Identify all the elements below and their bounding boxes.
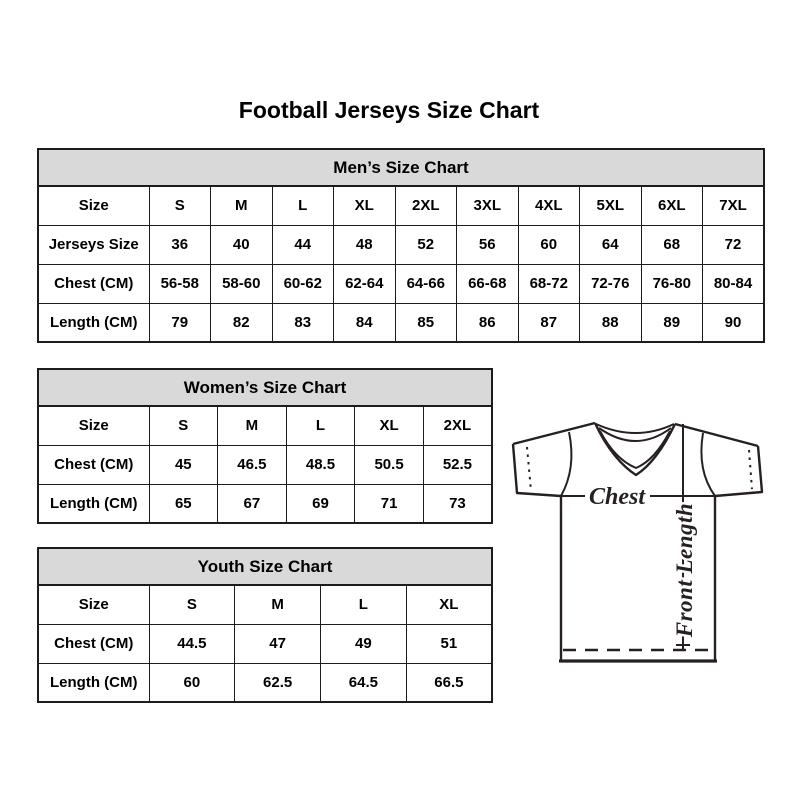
table-row xyxy=(38,406,492,445)
size-value-cell: L xyxy=(286,406,355,445)
row-label: Length (CM) xyxy=(38,484,149,523)
row-label: Size xyxy=(38,585,149,624)
size-value-cell: 46.5 xyxy=(218,445,287,484)
size-value-cell: 72 xyxy=(703,225,765,264)
table-row xyxy=(38,445,492,484)
jersey-outline-drawing xyxy=(513,423,762,661)
size-value-cell: 89 xyxy=(641,303,703,342)
size-value-cell: 80-84 xyxy=(703,264,765,303)
size-value-cell: 73 xyxy=(423,484,492,523)
size-value-cell: 60 xyxy=(149,663,235,702)
table-row xyxy=(38,186,764,225)
row-label: Jerseys Size xyxy=(38,225,149,264)
row-label: Length (CM) xyxy=(38,303,149,342)
size-value-cell: 76-80 xyxy=(641,264,703,303)
size-value-cell: 86 xyxy=(457,303,519,342)
womens-size-table xyxy=(37,368,493,524)
size-value-cell: M xyxy=(211,186,273,225)
size-value-cell: 67 xyxy=(218,484,287,523)
mens-size-table xyxy=(37,148,765,343)
size-value-cell: 3XL xyxy=(457,186,519,225)
size-value-cell: S xyxy=(149,406,218,445)
size-value-cell: 4XL xyxy=(518,186,580,225)
size-value-cell: 90 xyxy=(703,303,765,342)
size-value-cell: 2XL xyxy=(423,406,492,445)
size-value-cell: 84 xyxy=(334,303,396,342)
size-value-cell: 47 xyxy=(235,624,321,663)
youth-size-table xyxy=(37,547,493,703)
jersey-measurement-diagram xyxy=(498,400,780,692)
size-value-cell: 2XL xyxy=(395,186,457,225)
table-row xyxy=(38,484,492,523)
size-value-cell: 58-60 xyxy=(211,264,273,303)
row-label: Chest (CM) xyxy=(38,624,149,663)
size-value-cell: M xyxy=(218,406,287,445)
size-value-cell: 66.5 xyxy=(406,663,492,702)
row-label: Size xyxy=(38,186,149,225)
table-row xyxy=(38,624,492,663)
size-value-cell: 71 xyxy=(355,484,424,523)
size-value-cell: 45 xyxy=(149,445,218,484)
size-value-cell: XL xyxy=(406,585,492,624)
size-value-cell: 87 xyxy=(518,303,580,342)
size-value-cell: 64 xyxy=(580,225,642,264)
size-value-cell: 36 xyxy=(149,225,211,264)
size-value-cell: XL xyxy=(334,186,396,225)
table-row xyxy=(38,264,764,303)
size-value-cell: 82 xyxy=(211,303,273,342)
table-section-title: Men’s Size Chart xyxy=(38,149,764,186)
table-row xyxy=(38,225,764,264)
size-value-cell: 60 xyxy=(518,225,580,264)
table-section-title: Youth Size Chart xyxy=(38,548,492,585)
row-label: Length (CM) xyxy=(38,663,149,702)
size-value-cell: 44 xyxy=(272,225,334,264)
chest-label: Chest xyxy=(588,484,646,510)
front-length-label: Front Length xyxy=(672,502,697,638)
size-value-cell: L xyxy=(272,186,334,225)
row-label: Chest (CM) xyxy=(38,264,149,303)
size-value-cell: 65 xyxy=(149,484,218,523)
size-value-cell: M xyxy=(235,585,321,624)
table-section-title: Women’s Size Chart xyxy=(38,369,492,406)
row-label: Chest (CM) xyxy=(38,445,149,484)
size-value-cell: 52 xyxy=(395,225,457,264)
size-value-cell: 48.5 xyxy=(286,445,355,484)
table-row xyxy=(38,663,492,702)
size-value-cell: 88 xyxy=(580,303,642,342)
size-value-cell: 68 xyxy=(641,225,703,264)
size-value-cell: S xyxy=(149,186,211,225)
row-label: Size xyxy=(38,406,149,445)
size-value-cell: XL xyxy=(355,406,424,445)
size-value-cell: 40 xyxy=(211,225,273,264)
size-value-cell: 56 xyxy=(457,225,519,264)
size-value-cell: 79 xyxy=(149,303,211,342)
left-cuff-stitch-line xyxy=(527,447,531,491)
size-value-cell: 62-64 xyxy=(334,264,396,303)
size-value-cell: 52.5 xyxy=(423,445,492,484)
size-value-cell: 60-62 xyxy=(272,264,334,303)
size-value-cell: 83 xyxy=(272,303,334,342)
size-value-cell: 62.5 xyxy=(235,663,321,702)
size-value-cell: 85 xyxy=(395,303,457,342)
size-value-cell: 5XL xyxy=(580,186,642,225)
size-value-cell: 49 xyxy=(321,624,407,663)
size-value-cell: 7XL xyxy=(703,186,765,225)
size-value-cell: 66-68 xyxy=(457,264,519,303)
page-title: Football Jerseys Size Chart xyxy=(238,97,540,123)
size-value-cell: 69 xyxy=(286,484,355,523)
size-value-cell: L xyxy=(321,585,407,624)
size-value-cell: 50.5 xyxy=(355,445,424,484)
size-value-cell: 56-58 xyxy=(149,264,211,303)
size-value-cell: 64-66 xyxy=(395,264,457,303)
size-value-cell: 51 xyxy=(406,624,492,663)
size-value-cell: 72-76 xyxy=(580,264,642,303)
table-row xyxy=(38,585,492,624)
size-value-cell: 64.5 xyxy=(321,663,407,702)
right-cuff-stitch-line xyxy=(749,450,752,489)
size-value-cell: 68-72 xyxy=(518,264,580,303)
size-value-cell: 44.5 xyxy=(149,624,235,663)
size-value-cell: 6XL xyxy=(641,186,703,225)
table-row xyxy=(38,303,764,342)
size-value-cell: 48 xyxy=(334,225,396,264)
size-value-cell: S xyxy=(149,585,235,624)
